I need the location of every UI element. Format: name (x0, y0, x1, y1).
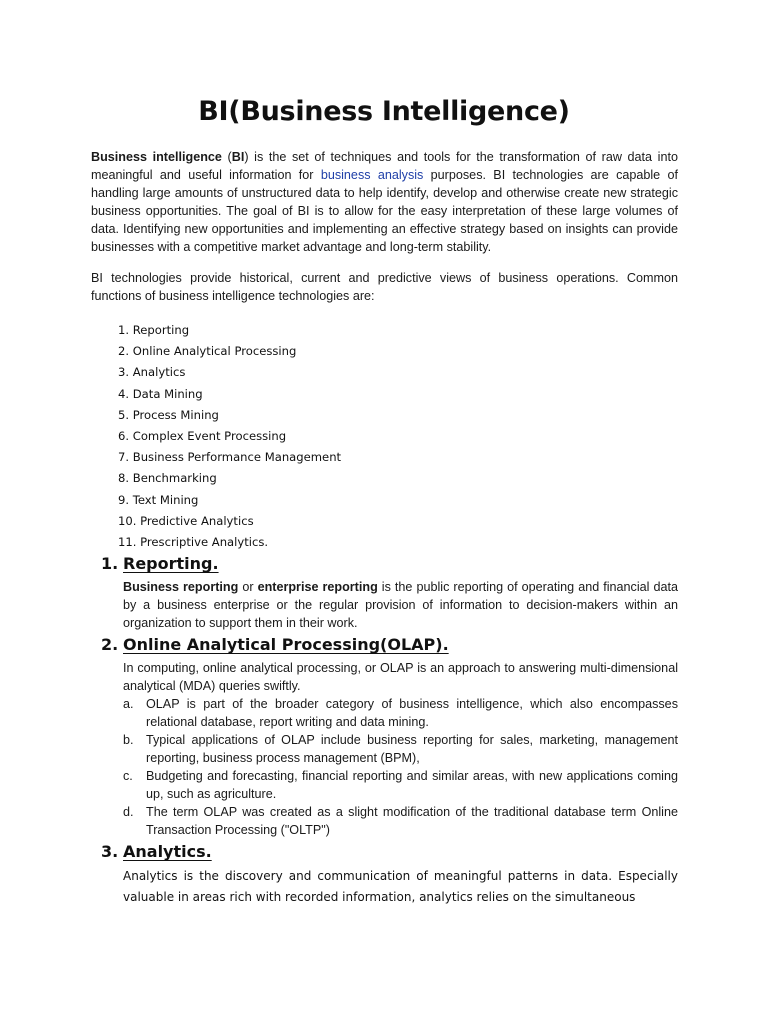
list-item: 3. Analytics (118, 365, 186, 380)
section-heading-olap (101, 635, 449, 654)
section-title: Online Analytical Processing(OLAP). (123, 635, 449, 654)
list-item: 4. Data Mining (118, 386, 203, 401)
section-title: Reporting. (123, 554, 219, 573)
section-heading-reporting (101, 554, 219, 573)
item-text: Budgeting and forecasting, financial reporting and similar areas, with new applications coming up, such as agriculture. (146, 769, 678, 801)
business-analysis-link[interactable]: business analysis (320, 168, 424, 182)
intro-abbr: BI (231, 150, 245, 164)
olap-paragraph: In computing, online analytical processing, or OLAP is an approach to answering multi-dimensional analytical (MDA) queries swiftly. (123, 661, 678, 693)
list-item: 11. Prescriptive Analytics. (118, 534, 269, 549)
list-item: 10. Predictive Analytics (118, 513, 254, 528)
list-item: 6. Complex Event Processing (118, 428, 287, 443)
reporting-term-1: Business reporting (123, 580, 239, 594)
section-heading-analytics (101, 842, 212, 861)
list-item: 8. Benchmarking (118, 471, 217, 486)
list-item: 1. Reporting (118, 323, 190, 337)
olap-item-a (123, 695, 678, 731)
item-text: OLAP is part of the broader category of business intelligence, which also encompasses relational database, report writing and data mining. (146, 697, 678, 729)
item-label: a. (123, 697, 134, 711)
intro-text-2: purposes. BI technologies are capable of handling large amounts of unstructured data to help identify, develop and otherwise create new strategic business opportunities. The goal of BI is to allow for the easy interpretation of these large volumes of data. Identifying new opportunities and implementing an effective strategy based on insights can provide businesses with a competitive market advantage and long-term stability. (91, 168, 679, 254)
olap-item-d (123, 803, 678, 839)
item-label: b. (123, 733, 134, 747)
olap-item-c (123, 767, 678, 803)
item-text: Typical applications of OLAP include business reporting for sales, marketing, management reporting, business process management (BPM), (146, 733, 678, 765)
intro-term: Business intelligence (91, 150, 222, 164)
page-title: BI(Business Intelligence) (198, 96, 570, 127)
section-number: 3. (101, 842, 119, 861)
list-item: 2. Online Analytical Processing (118, 344, 297, 359)
functions-intro-paragraph: BI technologies provide historical, current and predictive views of business operations. Common functions of business intelligence technologies are: (91, 271, 678, 303)
olap-item-b (123, 731, 678, 767)
list-item: 9. Text Mining (118, 492, 199, 507)
list-item: 5. Process Mining (118, 407, 219, 422)
analytics-paragraph: Analytics is the discovery and communication of meaningful patterns in data. Especially valuable in areas rich with recorded information, analytics relies on the simultaneous (123, 869, 678, 904)
reporting-or: or (238, 580, 258, 594)
list-item: 7. Business Performance Management (118, 450, 342, 465)
intro-paragraph (91, 148, 678, 256)
reporting-paragraph (123, 578, 678, 632)
item-label: d. (123, 805, 134, 819)
functions-list (118, 320, 341, 553)
intro-text-1: ) is the set of techniques and tools for the transformation of raw data into meaningful and useful information for (91, 150, 678, 182)
section-title: Analytics. (123, 842, 212, 861)
reporting-text: is the public reporting of operating and financial data by a business enterprise or the regular provision of information to decision-makers within an organization to support them in their work. (123, 580, 678, 630)
item-label: c. (123, 769, 133, 783)
intro-open-paren: ( (221, 150, 232, 164)
section-number: 1. (101, 554, 119, 573)
item-text: The term OLAP was created as a slight modification of the traditional database term Online Transaction Processing ("OLTP") (146, 805, 678, 837)
reporting-term-2: enterprise reporting (257, 580, 378, 594)
section-number: 2. (101, 635, 119, 654)
